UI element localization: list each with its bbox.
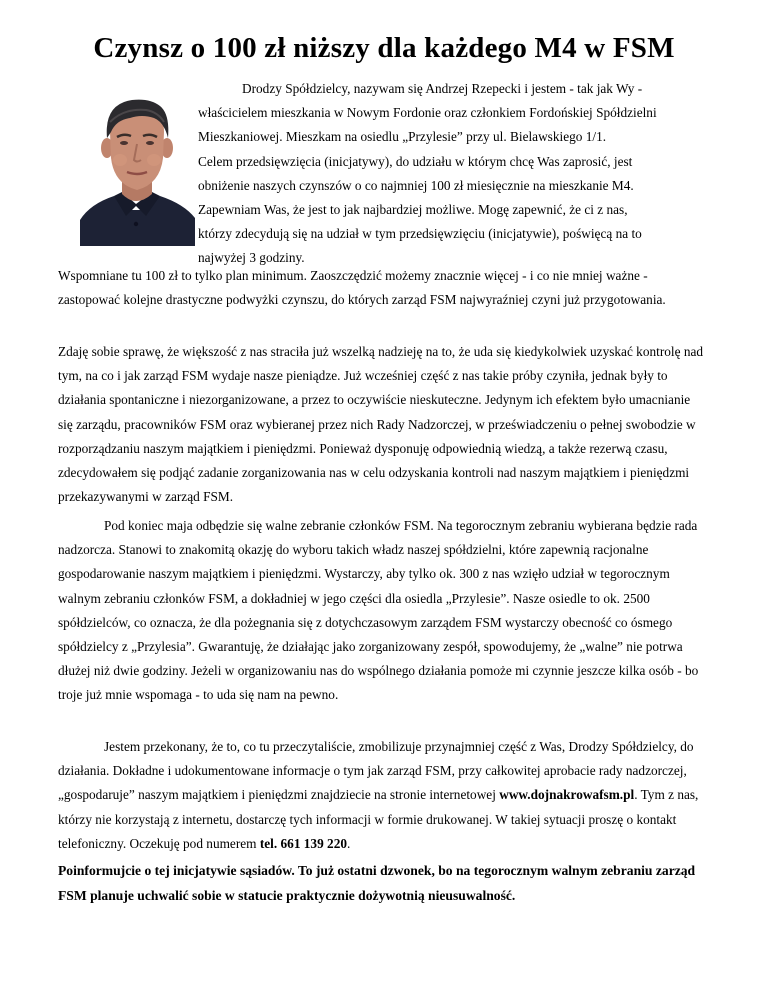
portrait-image	[80, 92, 195, 246]
paragraph-general-meeting: Pod koniec maja odbędzie się walne zebranie członków FSM. Na tegorocznym zebraniu wybierana będzie rada nadzorcza. Stanowi to znakomitą okazję do wyboru takich władz naszej spółdzielni, które zapewnią racjonalne gospodarowanie naszym majątkiem i pieniędzmi. Wystarczy, aby tylko ok. 300 z nas wzięło udział w tegorocznym walnym zebraniu członków FSM, a dokładniej w jego części dla osiedla „Przylesie”. Nasze osiedle to ok. 2500 spółdzielców, co oznacza, że dla pożegnania się z dotychczasowym zarządem FSM wystarczy obecność co ósmego spółdzielcy z „Przylesia”. Gwarantuję, że działając jako zorganizowany zespół, spowodujemy, że „walne” nie potrwa dłużej niż dwie godziny. Jeżeli w organizowaniu nas do wspólnego działania pomoże mi czynnie jeszcze kilka osób - bo troje już mnie wspomaga - to uda się nam na pewno.	[58, 518, 699, 703]
author-photo	[80, 92, 195, 246]
paragraph-lost-hope: Zdaję sobie sprawę, że większość z nas straciła już wszelką nadzieję na to, że uda się kiedykolwiek uzyskać kontrolę nad tym, na co i jak zarząd FSM wydaje nasze pieniądze. Już wcześniej część z nas takie próby czyniła, jednak były to działania spontaniczne i niezorganizowane, a przez to oczywiście nieskuteczne. Jedynym ich efektem było umacnianie się zarządu, pracowników FSM oraz wybieranej przez nich Rady Nadzorczej, w przeświadczeniu o pełnej swobodzie w rozporządzaniu naszym majątkiem i pieniędzmi. Ponieważ dysponuję odpowiednią wiedzą, a także rezerwą czasu, zdecydowałem się podjąć zadanie zorganizowania nas w celu odzyskania kontroli nad naszym majątkiem i pieniędzmi przekazywanymi w zarząd FSM.	[58, 344, 704, 505]
final-call-to-action: Poinformujcie o tej inicjatywie sąsiadów. To już ostatni dzwonek, bo na tegorocznym walnym zebraniu zarząd FSM planuje uchwalić sobie w statucie praktycznie dożywotnią nieusuwalność.	[58, 863, 696, 903]
paragraph-plan-minimum: Wspomniane tu 100 zł to tylko plan minimum. Zaoszczędzić możemy znacznie więcej - i co nie mniej ważne - zastopować kolejne drastyczne podwyżki czynszu, do których zarząd FSM najwyraźniej czyni już przygotowania.	[58, 268, 666, 308]
contact-text-a: Jestem przekonany, że to, co tu przeczytaliście, zmobilizuje przynajmniej część z Was, Drodzy Spółdzielcy, do działania. Dokładne i udokumentowane informacje o tym jak zarząd FSM, przy całkowitej aprobacie rady nadzorczej, „gospodaruje” naszym majątkiem i pieniędzmi znajdziecie na stronie internetowej	[58, 739, 694, 803]
website-link[interactable]: www.dojnakrowafsm.pl	[499, 787, 635, 803]
intro-line: Mieszkaniowej. Mieszkam na osiedlu „Przylesie” przy ul. Bielawskiego 1/1.	[198, 129, 607, 145]
intro-line: Zapewniam Was, że jest to jak najbardziej możliwe. Mogę zapewnić, że ci z nas,	[198, 202, 628, 218]
intro-line: właścicielem mieszkania w Nowym Fordonie oraz członkiem Fordońskiej Spółdzielni	[198, 105, 657, 121]
intro-line: którzy zdecydują się na udział w tym przedsięwzięciu (inicjatywie), poświęcą na to	[198, 226, 642, 242]
intro-line: obniżenie naszych czynszów o co najmniej 100 zł miesięcznie na mieszkanie M4.	[198, 177, 634, 193]
contact-text-b: . Tym z nas, którzy nie korzystają z internetu, dostarczę tych informacji w formie drukowanej. W takiej sytuacji proszę o kontakt telefoniczny. Oczekuję pod numerem	[58, 787, 699, 851]
intro-line: Drodzy Spółdzielcy, nazywam się Andrzej Rzepecki i jestem - tak jak Wy -	[242, 81, 643, 96]
intro-line: Celem przedsięwzięcia (inicjatywy), do udziału w którym chcę Was zaprosić, jest	[198, 153, 633, 169]
intro-line: najwyżej 3 godziny.	[198, 250, 305, 266]
phone-number: tel. 661 139 220	[259, 835, 348, 851]
contact-text-c: .	[347, 835, 351, 851]
intro-paragraph	[198, 77, 718, 271]
paragraph-contact	[58, 735, 708, 856]
page-title: Czynsz o 100 zł niższy dla każdego M4 w FSM	[93, 32, 675, 64]
